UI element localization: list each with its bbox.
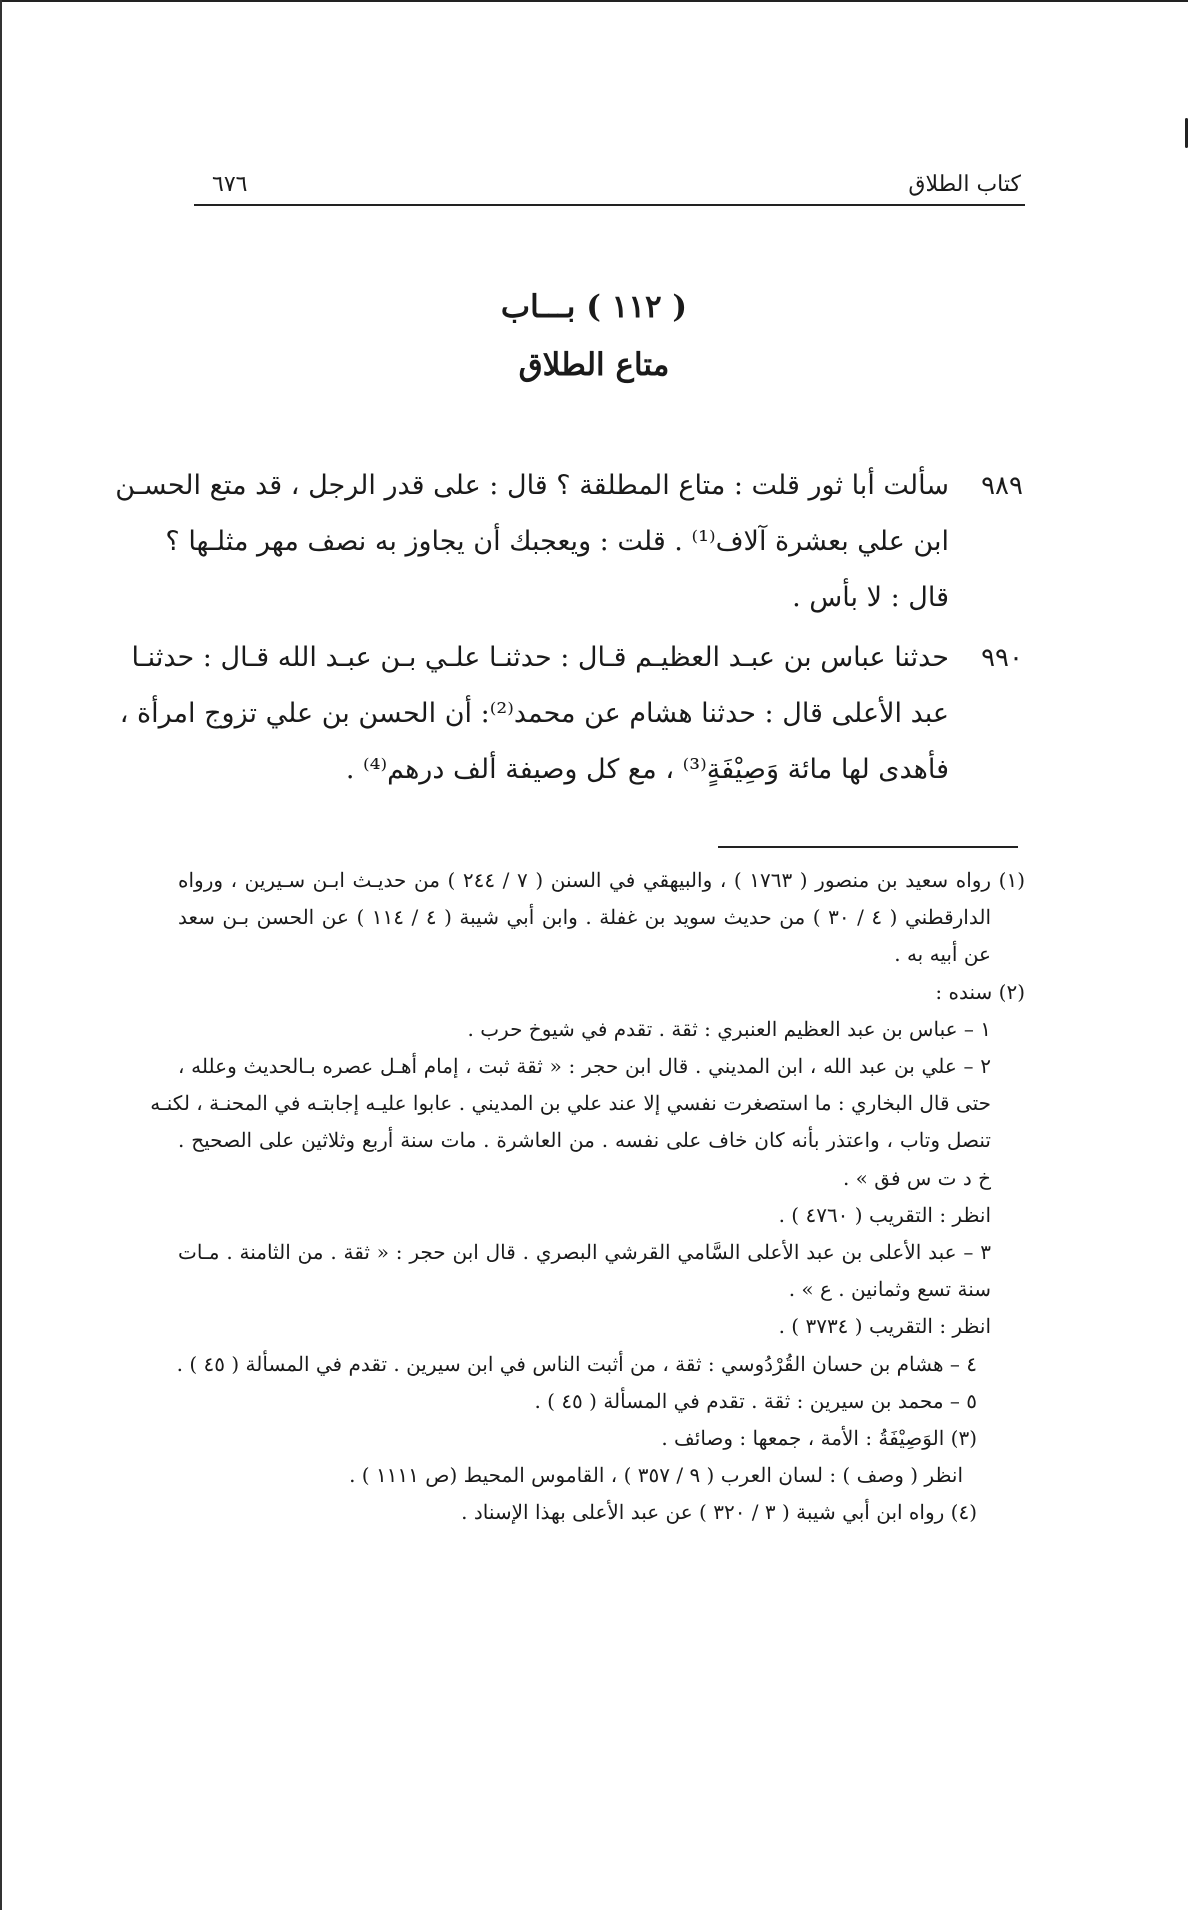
footnote-line: انظر : التقريب ( ٤٧٦٠ ) . <box>778 1202 991 1227</box>
entry-number: ٩٩٠ <box>981 643 1023 673</box>
book-title: كتاب الطلاق <box>908 172 1021 197</box>
footnote-line: انظر : التقريب ( ٣٧٣٤ ) . <box>778 1314 991 1339</box>
footnote-line: ٢ – علي بن عبد الله ، ابن المديني . قال ابن حجر : « ثقة ثبت ، إمام أهـل عصره بـالحديث وعلله ، <box>178 1054 991 1079</box>
footnote-line: ١ – عباس بن عبد العظيم العنبري : ثقة . تقدم في شيوخ حرب . <box>467 1016 991 1041</box>
entry-989 <box>115 458 1023 626</box>
chapter-title: متاع الطلاق <box>518 347 670 383</box>
running-header <box>194 168 1025 206</box>
footnote-line: عن أبيه به . <box>894 942 991 967</box>
footnote-line: خ د ت س فق » . <box>842 1165 991 1190</box>
entries-list <box>115 458 1023 802</box>
page-number: ٦٧٦ <box>212 172 248 197</box>
footnote-line: (٤) رواه ابن أبي شيبة ( ٣ / ٣٢٠ ) عن عبد الأعلى بهذا الإسناد . <box>461 1500 977 1525</box>
entry-990 <box>119 630 1023 798</box>
footnote-line: (٣) الوَصِيْفَةُ : الأمة ، جمعها : وصائف . <box>661 1426 977 1451</box>
footnote-line: الدارقطني ( ٤ / ٣٠ ) من حديث سويد بن غفلة . وابن أبي شيبة ( ٤ / ١١٤ ) عن الحسن بـن سعد <box>178 905 992 930</box>
chapter-heading <box>0 278 1188 394</box>
entry-text-line: فأهدى لها مائة وَصِيْفَةٍ⁽³⁾ ، مع كل وصيفة ألف درهم⁽⁴⁾ . <box>345 754 949 785</box>
footnote-line: حتى قال البخاري : ما استصغرت نفسي إلا عند علي بن المديني . عابوا عليـه إجابتـه في المحنـة ، لكنـه <box>150 1091 991 1116</box>
footnotes <box>150 862 1026 1532</box>
footnote-line: انظر ( وصف ) : لسان العرب ( ٩ / ٣٥٧ ) ، القاموس المحيط (ص ١١١١ ) . <box>349 1463 963 1488</box>
footnote-line: (١) رواه سعيد بن منصور ( ١٧٦٣ ) ، والبيهقي في السنن ( ٧ / ٢٤٤ ) من حديـث ابـن سـيرين ، ورواه <box>178 868 1026 892</box>
footnote-line: ٤ – هشام بن حسان القُرْدُوسي : ثقة ، من أثبت الناس في ابن سيرين . تقدم في المسألة ( ٤٥ ) . <box>176 1351 977 1376</box>
entry-text-line: ابن علي بعشرة آلاف⁽¹⁾ . قلت : ويعجبك أن يجاوز به نصف مهر مثلـها ؟ <box>165 526 949 557</box>
footnote-line: ٥ – محمد بن سيرين : ثقة . تقدم في المسألة ( ٤٥ ) . <box>534 1388 977 1413</box>
footnote-line: ٣ – عبد الأعلى بن عبد الأعلى السَّامي القرشي البصري . قال ابن حجر : « ثقة . من الثامنة . مـات <box>178 1240 992 1265</box>
footnote-line: تنصل وتاب ، واعتذر بأنه كان خاف على نفسه . من العاشرة . مات سنة أربع وثلاثين على الصحيح . <box>178 1128 991 1153</box>
chapter-number: ( ١١٢ ) بـــاب <box>500 289 688 325</box>
footnote-line: سنة تسع وثمانين . ع » . <box>788 1277 991 1302</box>
entry-number: ٩٨٩ <box>981 471 1023 501</box>
entry-text-line: سألت أبا ثور قلت : متاع المطلقة ؟ قال : على قدر الرجل ، قد متع الحسـن <box>115 470 949 501</box>
entry-text-line: حدثنا عباس بن عبـد العظيـم قـال : حدثنـا علـي بـن عبـد الله قـال : حدثنـا <box>131 642 949 673</box>
entry-text-line: قال : لا بأس . <box>792 582 949 613</box>
footnote-separator <box>718 846 1018 848</box>
entry-text-line: عبد الأعلى قال : حدثنا هشام عن محمد⁽²⁾: أن الحسن بن علي تزوج امرأة ، <box>119 698 949 729</box>
footnote-line: (٢) سنده : <box>935 979 1025 1004</box>
scan-top-edge <box>0 0 1188 2</box>
